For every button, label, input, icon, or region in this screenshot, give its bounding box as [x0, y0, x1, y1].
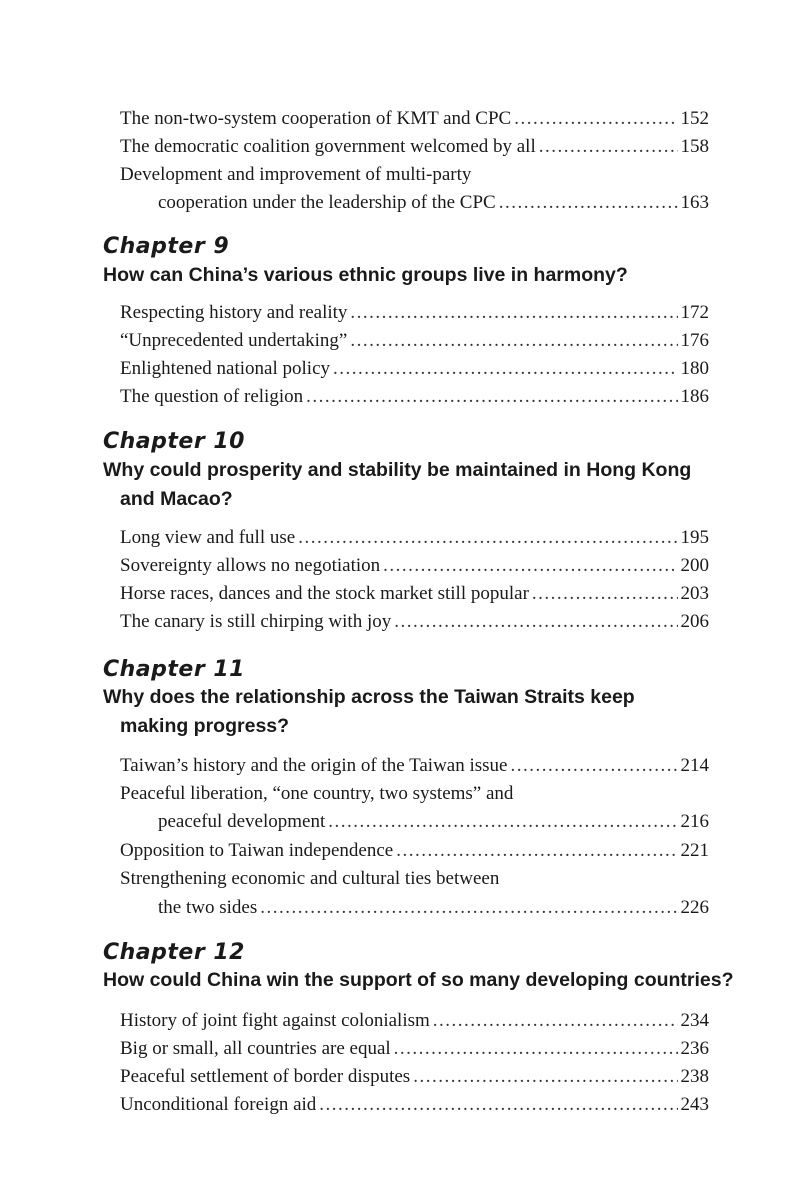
toc-entry-page: 238: [680, 1066, 709, 1087]
toc-leader-dots: [539, 135, 678, 159]
chapter-title: How could China win the support of so many developing countries?: [103, 969, 734, 991]
toc-entry[interactable]: [120, 107, 709, 131]
toc-leader-dots: [394, 610, 677, 634]
toc-entry-title: Opposition to Taiwan independence: [120, 840, 394, 861]
chapter-title-continued: making progress?: [120, 715, 290, 737]
toc-entry-page: 203: [680, 583, 709, 604]
toc-entry[interactable]: [158, 191, 709, 215]
toc-leader-dots: [396, 839, 677, 863]
toc-entry[interactable]: [120, 1009, 709, 1033]
toc-entry-page: 236: [680, 1038, 709, 1059]
toc-entry[interactable]: [120, 135, 709, 159]
toc-entry-page: 200: [680, 555, 709, 576]
toc-entry-page: 221: [680, 840, 709, 861]
toc-entry[interactable]: [120, 329, 709, 353]
toc-entry-page: 195: [680, 527, 709, 548]
toc-entry-title: Taiwan’s history and the origin of the Taiwan issue: [120, 755, 508, 776]
toc-entry-title: Peaceful settlement of border disputes: [120, 1066, 411, 1087]
toc-entry-title: Horse races, dances and the stock market still popular: [120, 583, 529, 604]
toc-entry-title: The non-two-system cooperation of KMT and CPC: [120, 108, 512, 129]
toc-entry[interactable]: [120, 385, 709, 409]
toc-entry-title: Respecting history and reality: [120, 302, 348, 323]
toc-leader-dots: [350, 329, 677, 353]
toc-entry-title-line1[interactable]: Peaceful liberation, “one country, two systems” and: [120, 783, 514, 804]
toc-entry-page: 206: [680, 611, 709, 632]
toc-leader-dots: [333, 357, 677, 381]
toc-entry-title: Sovereignty allows no negotiation: [120, 555, 381, 576]
toc-entry[interactable]: [120, 582, 709, 606]
chapter-label: Chapter 9: [103, 234, 230, 259]
toc-leader-dots: [328, 810, 677, 834]
toc-entry-title-line2: peaceful development: [158, 811, 326, 832]
toc-entry-title-line2: cooperation under the leadership of the CPC: [158, 192, 496, 213]
toc-entry-title: History of joint fight against colonialism: [120, 1010, 430, 1031]
toc-entry-title-line2: the two sides: [158, 897, 258, 918]
chapter-title: How can China’s various ethnic groups live in harmony?: [103, 264, 628, 286]
toc-entry[interactable]: [158, 896, 709, 920]
toc-entry[interactable]: [120, 526, 709, 550]
toc-entry-title: Unconditional foreign aid: [120, 1094, 317, 1115]
toc-leader-dots: [394, 1037, 678, 1061]
toc-entry-page: 180: [680, 358, 709, 379]
chapter-label: Chapter 11: [103, 657, 245, 682]
toc-leader-dots: [532, 582, 678, 606]
toc-entry-title: Enlightened national policy: [120, 358, 331, 379]
toc-entry-page: 226: [680, 897, 709, 918]
toc-leader-dots: [350, 301, 677, 325]
toc-entry-page: 243: [680, 1094, 709, 1115]
toc-entry-page: 216: [680, 811, 709, 832]
toc-entry[interactable]: [158, 810, 709, 834]
toc-entry-page: 172: [680, 302, 709, 323]
toc-entry[interactable]: [120, 357, 709, 381]
toc-entry-title: The question of religion: [120, 386, 304, 407]
toc-leader-dots: [260, 896, 677, 920]
toc-leader-dots: [510, 754, 677, 778]
toc-entry[interactable]: [120, 1093, 709, 1117]
toc-entry-title-line1[interactable]: Strengthening economic and cultural ties between: [120, 868, 500, 889]
toc-entry[interactable]: [120, 839, 709, 863]
toc-entry-title: Big or small, all countries are equal: [120, 1038, 391, 1059]
toc-entry-page: 176: [680, 330, 709, 351]
toc-leader-dots: [306, 385, 677, 409]
chapter-label: Chapter 12: [103, 940, 245, 965]
toc-leader-dots: [298, 526, 677, 550]
toc-entry[interactable]: [120, 1065, 709, 1089]
toc-entry-title: Long view and full use: [120, 527, 296, 548]
chapter-title: Why could prosperity and stability be maintained in Hong Kong: [103, 459, 692, 481]
toc-leader-dots: [319, 1093, 677, 1117]
toc-entry-page: 234: [680, 1010, 709, 1031]
toc-entry-page: 186: [680, 386, 709, 407]
toc-leader-dots: [514, 107, 677, 131]
toc-leader-dots: [499, 191, 678, 215]
toc-entry[interactable]: [120, 610, 709, 634]
toc-entry-page: 214: [680, 755, 709, 776]
toc-entry[interactable]: [120, 554, 709, 578]
toc-entry-title: The democratic coalition government welcomed by all: [120, 136, 536, 157]
toc-entry-title: The canary is still chirping with joy: [120, 611, 392, 632]
toc-leader-dots: [433, 1009, 678, 1033]
toc-leader-dots: [383, 554, 677, 578]
toc-entry-title-line1[interactable]: Development and improvement of multi-party: [120, 164, 472, 185]
chapter-title-continued: and Macao?: [120, 488, 233, 510]
chapter-label: Chapter 10: [103, 429, 245, 454]
toc-entry-page: 152: [680, 108, 709, 129]
toc-entry[interactable]: [120, 754, 709, 778]
toc-entry-page: 158: [680, 136, 709, 157]
toc-entry[interactable]: [120, 1037, 709, 1061]
toc-entry[interactable]: [120, 301, 709, 325]
toc-leader-dots: [413, 1065, 677, 1089]
chapter-title: Why does the relationship across the Taiwan Straits keep: [103, 686, 635, 708]
toc-entry-title: “Unprecedented undertaking”: [120, 330, 348, 351]
toc-entry-page: 163: [680, 192, 709, 213]
